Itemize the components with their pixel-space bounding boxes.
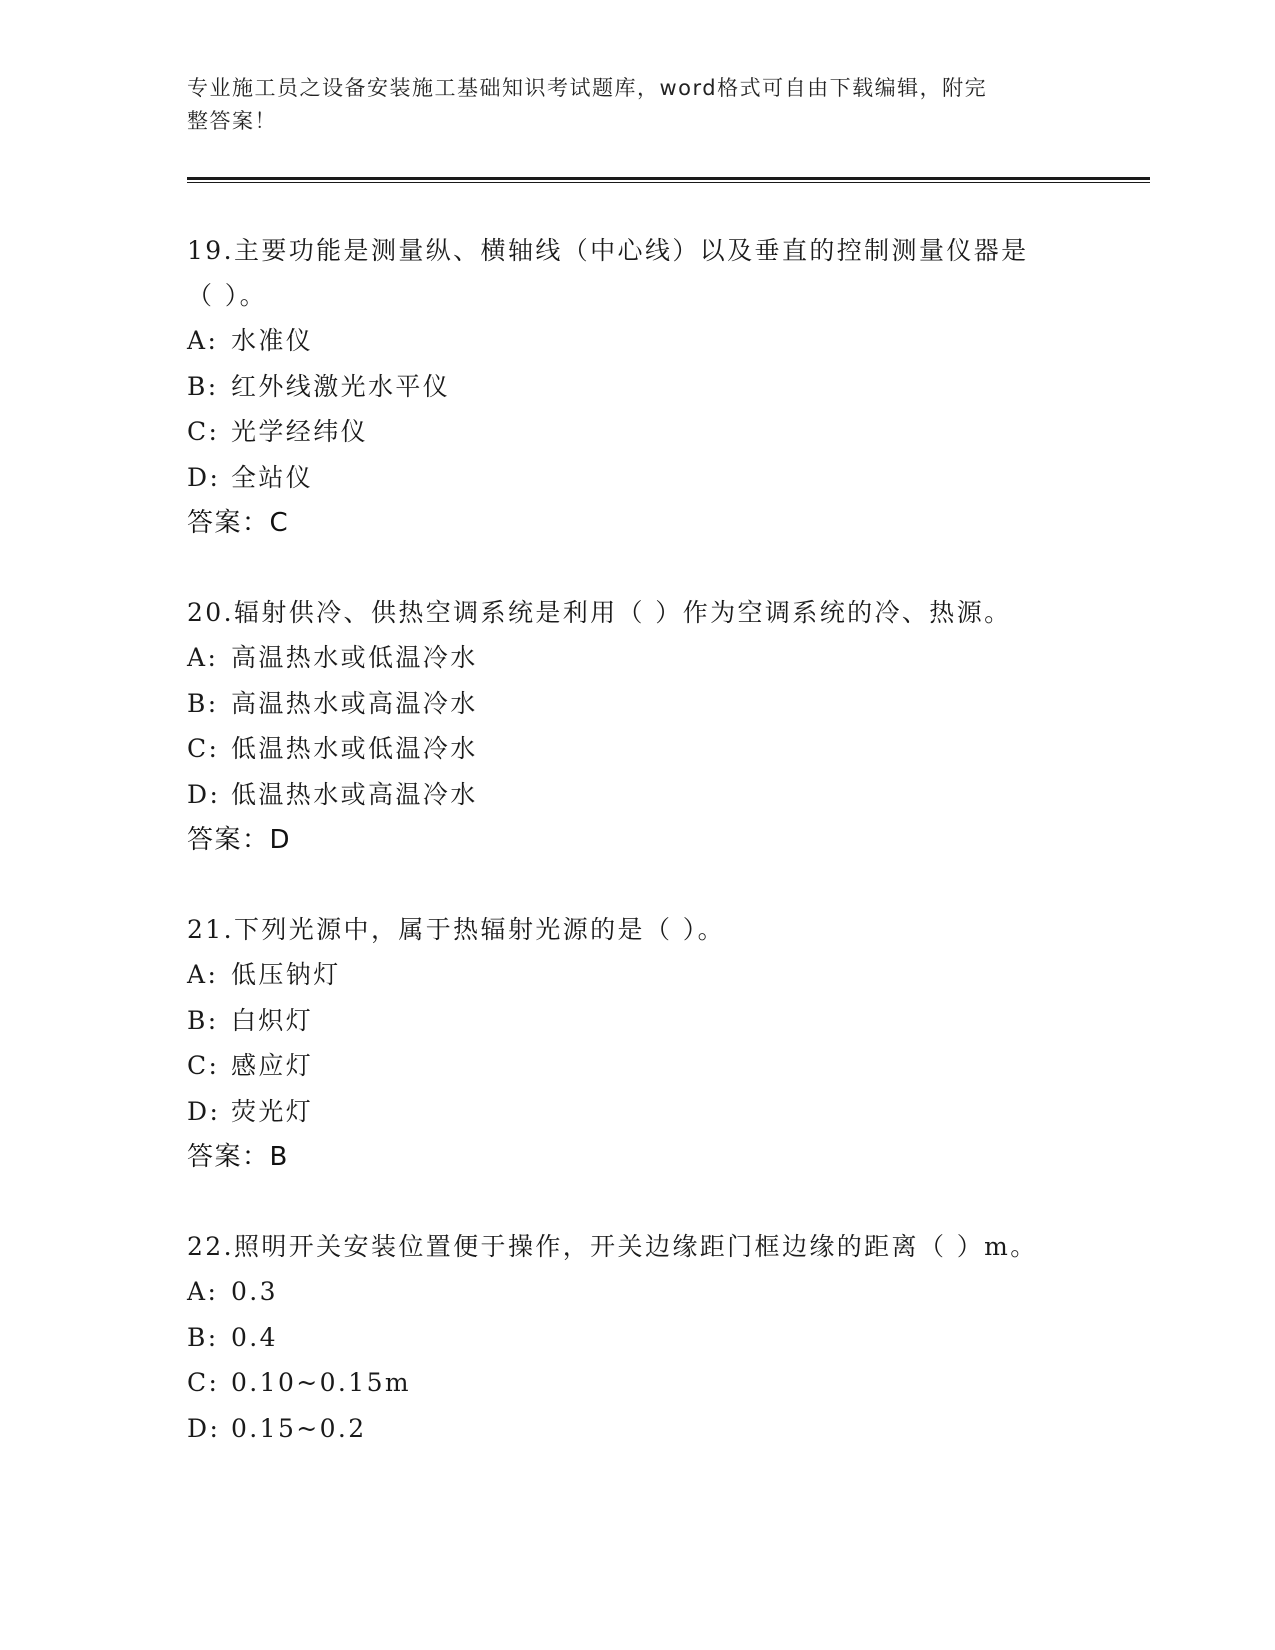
option-text: 高温热水或高温冷水 [231,688,478,718]
question-19 [187,228,1087,546]
option-key: D: [187,462,221,492]
question-stem-continued: （ ）。 [187,281,268,310]
option-key: B: [187,371,219,401]
option-key: D: [187,1096,221,1126]
option-text: 0.4 [231,1322,278,1352]
option-c [187,409,1087,455]
option-a [187,952,1087,998]
option-b [187,364,1087,410]
answer-label: 答案：B [187,1142,289,1172]
header-line-2: 整答案！ [187,109,277,133]
option-text: 红外线激光水平仪 [231,371,451,401]
answer-label: 答案：C [187,508,290,538]
document-header [187,72,1067,138]
option-text: 0.15~0.2 [231,1413,367,1443]
option-key: C: [187,734,220,763]
option-c [187,1043,1087,1089]
option-text: 0.3 [231,1277,278,1306]
question-22 [187,1224,1087,1451]
option-key: B: [187,1005,219,1035]
option-text: 全站仪 [231,462,314,492]
option-key: C: [187,417,220,446]
option-text: 荧光灯 [231,1096,314,1126]
option-b [187,1315,1087,1361]
header-divider-thin [187,182,1150,183]
header-line-1: 专业施工员之设备安装施工基础知识考试题库，word格式可自由下载编辑，附完 [187,76,988,100]
option-text: 低温热水或高温冷水 [231,779,478,809]
option-key: D: [187,779,221,809]
option-b [187,681,1087,727]
option-key: D: [187,1413,221,1443]
option-b [187,998,1087,1044]
question-stem: 20.辐射供冷、供热空调系统是利用（ ）作为空调系统的冷、热源。 [187,598,1012,627]
option-d [187,1089,1087,1135]
option-c [187,726,1087,772]
answer-label: 答案：D [187,825,292,855]
option-key: B: [187,688,219,718]
option-text: 光学经纬仪 [231,417,369,446]
option-text: 感应灯 [231,1051,314,1080]
option-d [187,1406,1087,1452]
option-text: 高温热水或低温冷水 [231,643,478,672]
option-key: C: [187,1368,220,1397]
option-d [187,455,1087,501]
option-key: A: [187,960,219,989]
option-text: 低温热水或低温冷水 [231,734,478,763]
option-key: A: [187,643,219,672]
option-a [187,318,1087,364]
question-stem: 19.主要功能是测量纵、横轴线（中心线）以及垂直的控制测量仪器是 [187,236,1029,265]
question-stem: 22.照明开关安装位置便于操作，开关边缘距门框边缘的距离（ ）m。 [187,1232,1038,1261]
option-key: A: [187,1277,219,1306]
question-20 [187,590,1087,863]
option-key: A: [187,326,219,355]
option-a [187,1269,1087,1315]
option-key: B: [187,1322,219,1352]
option-a [187,635,1087,681]
option-text: 0.10~0.15m [231,1368,411,1397]
option-c [187,1360,1087,1406]
option-d [187,772,1087,818]
question-21 [187,907,1087,1180]
question-stem: 21.下列光源中，属于热辐射光源的是（ ）。 [187,915,726,944]
option-text: 白炽灯 [231,1005,314,1035]
option-text: 水准仪 [231,326,314,355]
option-key: C: [187,1051,220,1080]
header-divider-thick [187,177,1150,180]
option-text: 低压钠灯 [231,960,341,989]
